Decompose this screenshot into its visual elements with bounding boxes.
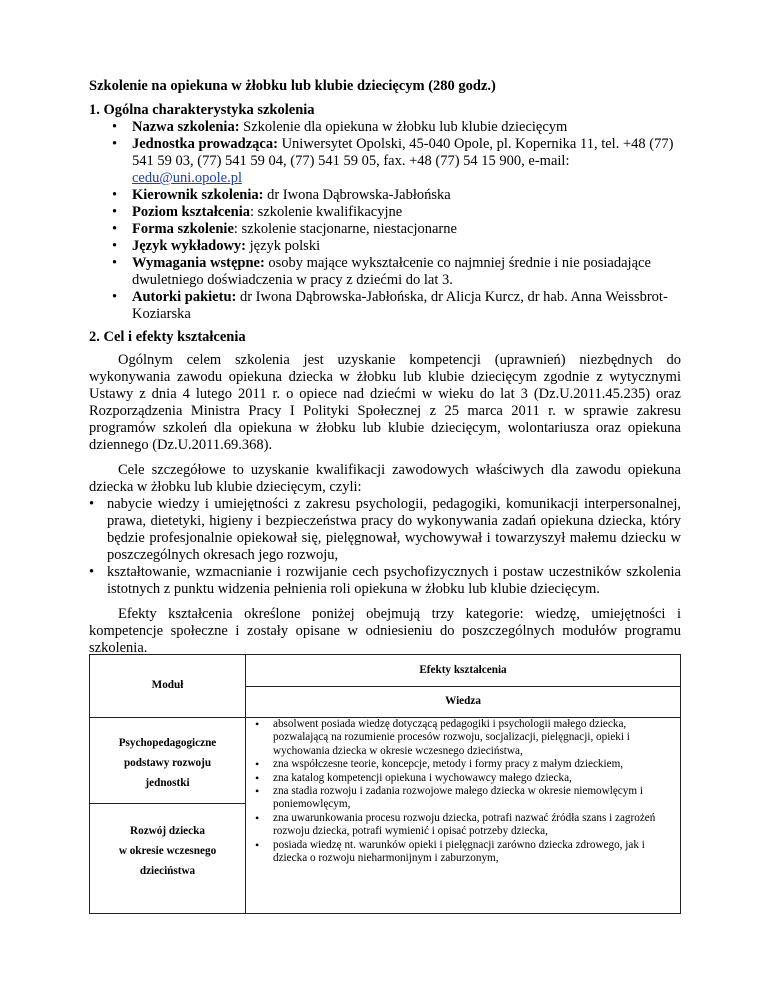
goal-item: • nabycie wiedzy i umiejętności z zakresu psychologii, pedagogiki, komunikacji interpersonalnej, prawa, dietetyki, higieny i bezpieczeństwa pracy do wykonywania zadań opiekuna dziecka, który będzie profesjonalnie opiekował się, pielęgnował, wychowywał i towarzyszył małemu dziecku w poszczególnych okresach jego rozwoju, [89,496,681,564]
detail-label: Autorki pakietu: [132,289,237,305]
detail-label: Wymagania wstępne: [132,255,265,271]
detail-label: Kierownik szkolenia: [132,187,264,203]
effect-item: • zna stadia rozwoju i zadania rozwojowe małego dziecka w okresie niemowlęcym i poniemowlęcym, [246,785,680,812]
detail-requirements [89,255,681,289]
effect-item: • absolwent posiada wiedzę dotyczącą pedagogiki i psychologii małego dziecka, pozwalającą na rozumienie procesów rozwoju, socjalizacji, pielęgnacji, opieki i wychowania dziecka w okresie wczesnego dzieciństwa, [246,718,680,758]
detail-label: Jednostka prowadząca: [132,136,278,152]
detail-label: Nazwa szkolenia: [132,119,240,135]
detail-form [89,221,681,238]
detail-label: Język wykładowy: [132,238,246,254]
detail-level [89,204,681,221]
course-details-list [89,119,681,323]
module-name-line: w okresie wczesnego [118,845,217,857]
module-name-line: jednostki [145,777,190,789]
general-goal-paragraph: Ogólnym celem szkolenia jest uzyskanie kompetencji (uprawnień) niezbędnych do wykonywania zawodu opiekuna dziecka w żłobku lub klubie dziecięcym zgodnie z wytycznymi Ustawy z dnia 4 lutego 2011 r. o opiece nad dziećmi w wieku do lat 3 (Dz.U.2011.45.235) oraz Rozporządzenia Ministra Pracy I Polityki Społecznej z 25 marca 2011 r. w sprawie zakresu programów szkoleń dla opiekuna w żłobku lub klubie dziecięcym, wolontariusza oraz opiekuna dziennego (Dz.U.2011.69.368). [89,352,681,453]
knowledge-effects-list [246,718,680,865]
column-header-effects: Efekty kształcenia [246,655,681,687]
effect-item: • zna uwarunkowania procesu rozwoju dziecka, potrafi nazwać źródła szans i zagrożeń rozwoju dziecka, potrafi wymienić i opisać potrzeby dziecka, [246,812,680,839]
module-psychopedagogical [90,733,245,793]
module-child-development [90,821,245,881]
detail-authors [89,289,681,323]
detail-value: : szkolenie kwalifikacyjne [250,204,403,220]
document-title: Szkolenie na opiekuna w żłobku lub klubie dziecięcym (280 godz.) [89,78,496,94]
detail-label: Forma szkolenie [132,221,234,237]
detail-value: dr Iwona Dąbrowska-Jabłońska, dr Alicja Kurcz, dr hab. Anna Weissbrot-Koziarska [132,289,668,322]
subheader-knowledge: Wiedza [246,687,681,718]
module-name-line: Rozwój dziecka [130,825,205,837]
modules-cell [90,718,246,914]
effect-item: • zna współczesne teorie, koncepcje, metody i formy pracy z małym dzieckiem, [246,758,680,771]
column-header-module: Moduł [90,655,246,718]
learning-effects-table [89,654,681,914]
detail-value: dr Iwona Dąbrowska-Jabłońska [263,187,451,203]
detail-course-name [89,119,681,136]
detail-value: Szkolenie dla opiekuna w żłobku lub klubie dziecięcym [239,119,568,135]
detail-institution [89,136,681,187]
module-name-line: podstawy rozwoju [123,757,212,769]
knowledge-effects-cell [246,718,681,914]
specific-goals-list [89,496,681,598]
detail-manager [89,187,681,204]
email-link[interactable]: cedu@uni.opole.pl [132,170,242,186]
module-name-line: dzieciństwa [139,865,196,877]
section-2-heading: 2. Cel i efekty kształcenia [89,329,246,345]
document-body [89,78,681,657]
specific-goals-intro: Cele szczegółowe to uzyskanie kwalifikacji zawodowych właściwych dla zawodu opiekuna dziecka w żłobku lub klubie dziecięcym, czyli: [89,462,681,495]
module-name-line: Psychopedagogiczne [118,737,217,749]
detail-value: : szkolenie stacjonarne, niestacjonarne [233,221,457,237]
effect-item: • posiada wiedzę nt. warunków opieki i pielęgnacji zarówno dziecka zdrowego, jak i dziecka o rozwoju nieharmonijnym i zaburzonym, [246,839,680,866]
goal-item: • kształtowanie, wzmacnianie i rozwijanie cech psychofizycznych i postaw uczestników szkolenia istotnych z punktu widzenia pełnienia roli opiekuna w żłobku lub klubie dziecięcym. [89,564,681,598]
section-1-heading: 1. Ogólna charakterystyka szkolenia [89,102,315,118]
detail-value: Uniwersytet Opolski, 45-040 Opole, pl. Kopernika 11, tel. +48 (77) 541 59 03, (77) 541 59 04, (77) 541 59 05, fax. +48 (77) 54 15 900, e-mail: [132,136,674,169]
detail-label: Poziom kształcenia [132,204,250,220]
effect-item: • zna katalog kompetencji opiekuna i wychowawcy małego dziecka, [246,772,680,785]
effects-intro-paragraph: Efekty kształcenia określone poniżej obejmują trzy kategorie: wiedzę, umiejętności i kompetencje społeczne i zostały opisane w odniesieniu do poszczególnych modułów programu szkolenia. [89,606,681,656]
detail-value: osoby mające wykształcenie co najmniej średnie i nie posiadające dwuletniego doświadczenia w pracy z dziećmi do lat 3. [132,255,651,288]
detail-language [89,238,681,255]
module-divider [90,803,245,804]
detail-value: język polski [246,238,321,254]
